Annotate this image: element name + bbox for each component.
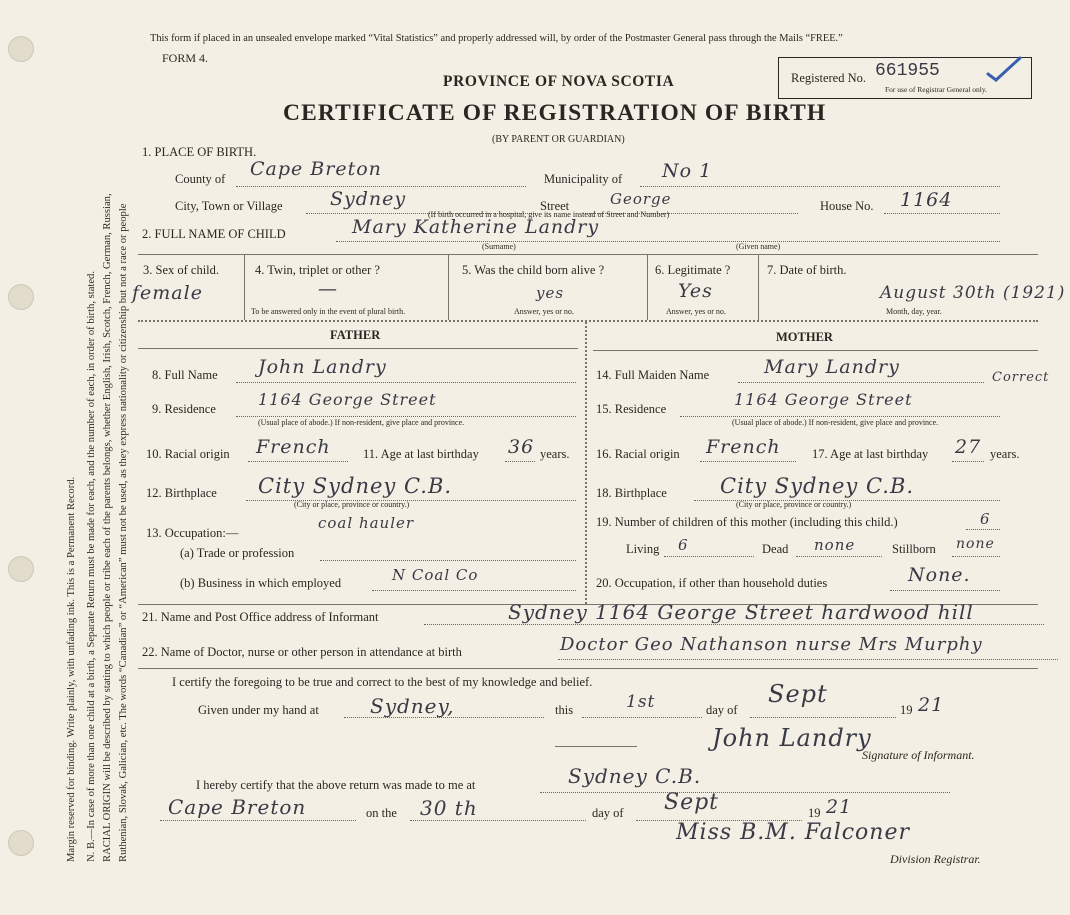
father-occupation-label: 13. Occupation:—	[146, 526, 239, 540]
dob-value: August 30th (1921)	[880, 283, 1066, 303]
street-value: George	[610, 190, 672, 208]
surname-note: (Surname)	[482, 242, 516, 251]
doctor-label: 22. Name of Doctor, nurse or other person in attendance at birth	[142, 645, 462, 659]
mother-occupation-label: 20. Occupation, if other than household duties	[596, 576, 828, 590]
mother-residence-label: 15. Residence	[596, 402, 667, 416]
street-label: Street	[540, 199, 570, 213]
father-residence-note: (Usual place of abode.) If non-resident, give place and province.	[258, 418, 465, 427]
given-name-note: (Given name)	[736, 242, 781, 251]
doctor-value: Doctor Geo Nathanson nurse Mrs Murphy	[560, 634, 983, 655]
sex-label: 3. Sex of child.	[143, 263, 220, 277]
mother-residence-value: 1164 George Street	[734, 390, 913, 409]
registrar-county: Cape Breton	[168, 795, 307, 819]
child-name-value: Mary Katherine Landry	[352, 216, 600, 238]
margin-instructions: Margin reserved for binding. Write plainly, with unfading ink. This is a Permanent Record.	[66, 476, 77, 862]
on-day-value: 30 th	[420, 796, 478, 820]
county-label: County of	[175, 172, 226, 186]
mother-name-value: Mary Landry	[764, 356, 900, 378]
signature-caption: Signature of Informant.	[862, 748, 975, 762]
binding-margin	[0, 0, 132, 915]
on-the-label: on the	[366, 806, 397, 820]
informant-value: Sydney 1164 George Street hardwood hill	[508, 600, 974, 624]
registered-label: Registered No.	[791, 71, 866, 85]
twin-note: To be answered only in the event of plural birth.	[251, 307, 406, 316]
punch-hole	[8, 556, 34, 582]
certify-text: I certify the foregoing to be true and correct to the best of my knowledge and belief.	[172, 675, 593, 689]
mother-birthplace-label: 18. Birthplace	[596, 486, 667, 500]
father-name-value: John Landry	[258, 356, 387, 378]
father-residence-value: 1164 George Street	[258, 390, 437, 409]
margin-note-nationality: Ruthenian, Slovak, Galician, etc. The words “Canadian” or “American” must not be used, as they express nationality or citizenship but not a race or people	[118, 203, 129, 862]
certificate-title: CERTIFICATE OF REGISTRATION OF BIRTH	[283, 100, 827, 126]
alive-label: 5. Was the child born alive ?	[462, 263, 605, 277]
blue-check-icon	[986, 56, 1022, 84]
mother-birthplace-value: City Sydney C.B.	[720, 474, 915, 498]
alive-value: yes	[536, 284, 565, 302]
twin-label: 4. Twin, triplet or other ?	[255, 263, 380, 277]
living-label: Living	[626, 542, 660, 556]
father-name-label: 8. Full Name	[152, 368, 218, 382]
twin-value: —	[318, 278, 338, 300]
punch-hole	[8, 284, 34, 310]
day-of-label: day of	[706, 703, 738, 717]
mail-notice: This form if placed in an unsealed envelope marked “Vital Statistics” and properly addressed will, by order of the Postmaster General pass through the Mails “FREE.”	[150, 33, 843, 44]
given-label: Given under my hand at	[198, 703, 319, 717]
city-value: Sydney	[330, 188, 407, 210]
month2-value: Sept	[664, 790, 720, 815]
year-value: 21	[918, 694, 945, 716]
registrar-signature: Miss B.M. Falconer	[676, 820, 911, 845]
year2-value: 21	[826, 796, 853, 818]
mother-heading: MOTHER	[776, 330, 833, 344]
informant-label: 21. Name and Post Office address of Informant	[142, 610, 379, 624]
dob-note: Month, day, year.	[886, 307, 942, 316]
legitimate-label: 6. Legitimate ?	[655, 263, 731, 277]
punch-hole	[8, 36, 34, 62]
living-value: 6	[678, 536, 689, 554]
hospital-note: (If birth occurred in a hospital, give its name instead of Street and Number)	[428, 210, 670, 219]
father-heading: FATHER	[330, 328, 381, 342]
mother-name-correction: Correct	[992, 370, 1050, 385]
house-value: 1164	[900, 189, 953, 211]
municipality-label: Municipality of	[544, 172, 623, 186]
province-heading: PROVINCE OF NOVA SCOTIA	[443, 73, 675, 90]
punch-hole	[8, 830, 34, 856]
mother-occupation-value: None.	[908, 564, 971, 586]
father-birthplace-label: 12. Birthplace	[146, 486, 217, 500]
legitimate-value: Yes	[678, 280, 713, 302]
alive-note: Answer, yes or no.	[514, 307, 574, 316]
mother-name-label: 14. Full Maiden Name	[596, 368, 710, 382]
father-racial-label: 10. Racial origin	[146, 447, 230, 461]
father-occupation-value: coal hauler	[318, 514, 415, 532]
mother-age-label: 17. Age at last birthday	[812, 447, 929, 461]
place-of-birth-heading: 1. PLACE OF BIRTH.	[142, 145, 257, 159]
certificate-subtitle: (BY PARENT OR GUARDIAN)	[492, 134, 625, 145]
dead-label: Dead	[762, 542, 789, 556]
mother-birthplace-note: (City or place, province or country.)	[736, 500, 852, 509]
margin-note-racial-origin: RACIAL ORIGIN will be described by stating to which people or tribe each of the parents belongs, whether English, Irish, Scotch, French, German, Russian,	[102, 193, 113, 862]
return-text: I hereby certify that the above return was made to me at	[196, 778, 476, 792]
informant-signature: John Landry	[712, 724, 872, 752]
registered-number: 661955	[875, 61, 940, 81]
father-birthplace-note: (City or place, province or country.)	[294, 500, 410, 509]
year-prefix: 19	[900, 703, 913, 717]
month-value: Sept	[768, 680, 828, 708]
father-birthplace-value: City Sydney C.B.	[258, 474, 453, 498]
mother-racial-label: 16. Racial origin	[596, 447, 680, 461]
this-label: this	[555, 703, 574, 717]
registrar-caption: Division Registrar.	[890, 852, 981, 866]
sex-value: female	[132, 282, 203, 304]
father-residence-label: 9. Residence	[152, 402, 216, 416]
father-years-label: years.	[540, 447, 570, 461]
given-place: Sydney,	[370, 694, 455, 718]
trade-label: (a) Trade or profession	[180, 546, 295, 560]
father-racial-value: French	[256, 436, 331, 458]
child-name-label: 2. FULL NAME OF CHILD	[142, 227, 286, 241]
dead-value: none	[814, 536, 856, 554]
house-label: House No.	[820, 199, 874, 213]
city-label: City, Town or Village	[175, 199, 283, 213]
children-count-label: 19. Number of children of this mother (including this child.)	[596, 515, 898, 529]
father-age-value: 36	[508, 436, 535, 458]
mother-racial-value: French	[706, 436, 781, 458]
stillborn-label: Stillborn	[892, 542, 936, 556]
day-of2-label: day of	[592, 806, 624, 820]
legitimate-note: Answer, yes or no.	[666, 307, 726, 316]
mother-years-label: years.	[990, 447, 1020, 461]
business-label: (b) Business in which employed	[180, 576, 342, 590]
year2-prefix: 19	[808, 806, 821, 820]
mother-age-value: 27	[955, 436, 982, 458]
form-number: FORM 4.	[162, 51, 209, 65]
this-day-value: 1st	[626, 692, 656, 712]
return-place: Sydney C.B.	[568, 764, 702, 788]
stillborn-value: none	[956, 536, 995, 552]
municipality-value: No 1	[662, 160, 713, 182]
dob-label: 7. Date of birth.	[767, 263, 847, 277]
mother-residence-note: (Usual place of abode.) If non-resident, give place and province.	[732, 418, 939, 427]
business-value: N Coal Co	[392, 566, 479, 584]
county-value: Cape Breton	[250, 158, 382, 180]
father-age-label: 11. Age at last birthday	[363, 447, 479, 461]
margin-note-plural-birth: N. B.—In case of more than one child at a birth, a Separate Return must be made for each, and the number of each, in order of birth, stated.	[86, 271, 97, 862]
children-count-value: 6	[980, 510, 991, 528]
registered-note: For use of Registrar General only.	[885, 85, 987, 94]
